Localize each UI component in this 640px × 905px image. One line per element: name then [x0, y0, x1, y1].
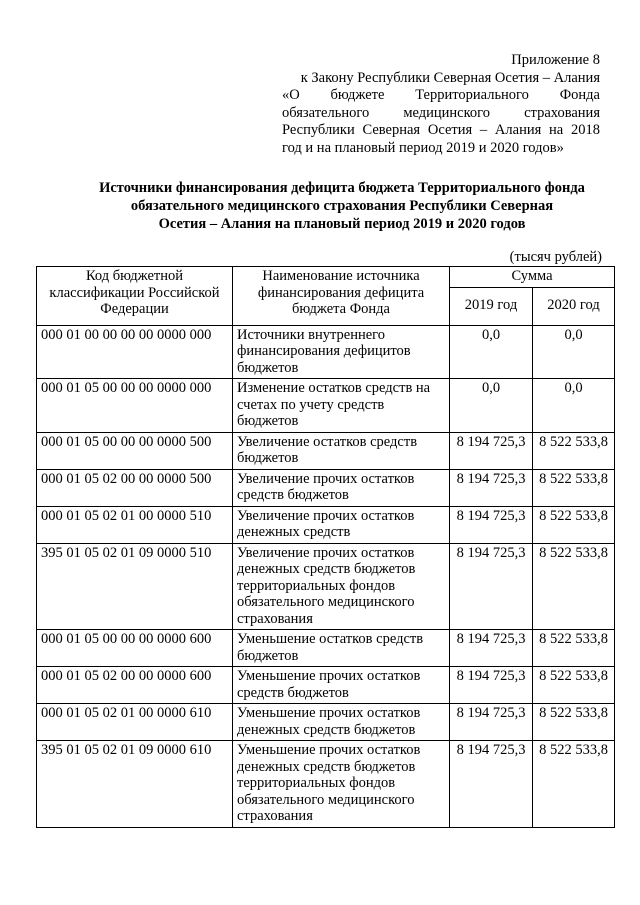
row-value-2019: 8 194 725,3 — [450, 543, 533, 630]
header-name: Наименование источника финансирования дефицита бюджета Фонда — [233, 267, 450, 326]
row-value-2019: 8 194 725,3 — [450, 506, 533, 543]
row-name: Уменьшение прочих остатков денежных средств бюджетов территориальных фондов обязательного медицинского страхования — [233, 741, 450, 828]
row-code: 000 01 05 02 00 00 0000 500 — [37, 469, 233, 506]
row-value-2020: 8 522 533,8 — [533, 630, 615, 667]
row-value-2020: 8 522 533,8 — [533, 667, 615, 704]
row-name: Уменьшение прочих остатков средств бюджетов — [233, 667, 450, 704]
appendix-law-title-3: Республики Северная Осетия – Алания на 2018 — [282, 122, 600, 138]
row-value-2019: 8 194 725,3 — [450, 630, 533, 667]
row-value-2019: 8 194 725,3 — [450, 741, 533, 828]
table-row — [37, 630, 615, 667]
appendix-number: Приложение 8 — [511, 52, 600, 68]
header-year-2019: 2019 год — [450, 287, 533, 325]
table-row — [37, 325, 615, 379]
unit-label: (тысяч рублей) — [509, 249, 602, 265]
header-sum: Сумма — [450, 267, 615, 288]
row-name: Источники внутреннего финансирования дефицитов бюджетов — [233, 325, 450, 379]
row-value-2019: 8 194 725,3 — [450, 432, 533, 469]
row-value-2019: 8 194 725,3 — [450, 469, 533, 506]
row-code: 395 01 05 02 01 09 0000 510 — [37, 543, 233, 630]
row-value-2020: 8 522 533,8 — [533, 506, 615, 543]
row-value-2020: 8 522 533,8 — [533, 543, 615, 630]
row-code: 000 01 05 02 00 00 0000 600 — [37, 667, 233, 704]
appendix-law-line: к Закону Республики Северная Осетия – Алания — [300, 69, 600, 86]
row-name: Уменьшение прочих остатков денежных средств бюджетов — [233, 704, 450, 741]
row-name: Увеличение прочих остатков денежных средств бюджетов территориальных фондов обязательного медицинского страхования — [233, 543, 450, 630]
document-title-line-2: обязательного медицинского страхования Республики Северная — [130, 198, 554, 214]
document-title — [78, 179, 606, 233]
row-code: 000 01 05 00 00 00 0000 500 — [37, 432, 233, 469]
row-value-2020: 8 522 533,8 — [533, 432, 615, 469]
document-title-line-3: Осетия – Алания на плановый период 2019 и 2020 годов — [158, 216, 526, 232]
row-value-2020: 8 522 533,8 — [533, 469, 615, 506]
appendix-block — [282, 52, 600, 157]
row-value-2019: 0,0 — [450, 325, 533, 379]
table-header-row — [37, 267, 615, 288]
row-name: Уменьшение остатков средств бюджетов — [233, 630, 450, 667]
table-row — [37, 469, 615, 506]
row-name: Увеличение остатков средств бюджетов — [233, 432, 450, 469]
row-code: 000 01 05 02 01 00 0000 510 — [37, 506, 233, 543]
row-value-2020: 8 522 533,8 — [533, 704, 615, 741]
row-value-2019: 0,0 — [450, 379, 533, 433]
row-value-2019: 8 194 725,3 — [450, 704, 533, 741]
document-title-line-1: Источники финансирования дефицита бюджета Территориального фонда — [99, 180, 585, 196]
row-code: 000 01 05 02 01 00 0000 610 — [37, 704, 233, 741]
table-row — [37, 543, 615, 630]
row-name: Увеличение прочих остатков денежных средств — [233, 506, 450, 543]
appendix-law-title-2: обязательного медицинского страхования — [282, 104, 600, 121]
table-row — [37, 432, 615, 469]
row-value-2020: 0,0 — [533, 379, 615, 433]
row-code: 000 01 05 00 00 00 0000 600 — [37, 630, 233, 667]
row-code: 395 01 05 02 01 09 0000 610 — [37, 741, 233, 828]
row-code: 000 01 00 00 00 00 0000 000 — [37, 325, 233, 379]
row-code: 000 01 05 00 00 00 0000 000 — [37, 379, 233, 433]
header-code: Код бюджетной классификации Российской Федерации — [37, 267, 233, 326]
row-value-2020: 0,0 — [533, 325, 615, 379]
table-row — [37, 667, 615, 704]
table-row — [37, 741, 615, 828]
appendix-law-title-1: «О бюджете Территориального Фонда — [282, 87, 600, 103]
row-value-2019: 8 194 725,3 — [450, 667, 533, 704]
header-year-2020: 2020 год — [533, 287, 615, 325]
appendix-law-title-4: год и на плановый период 2019 и 2020 годов» — [282, 139, 564, 156]
financing-sources-table — [36, 266, 615, 828]
row-name: Изменение остатков средств на счетах по учету средств бюджетов — [233, 379, 450, 433]
table-row — [37, 704, 615, 741]
table-row — [37, 506, 615, 543]
row-value-2020: 8 522 533,8 — [533, 741, 615, 828]
table-row — [37, 379, 615, 433]
row-name: Увеличение прочих остатков средств бюджетов — [233, 469, 450, 506]
